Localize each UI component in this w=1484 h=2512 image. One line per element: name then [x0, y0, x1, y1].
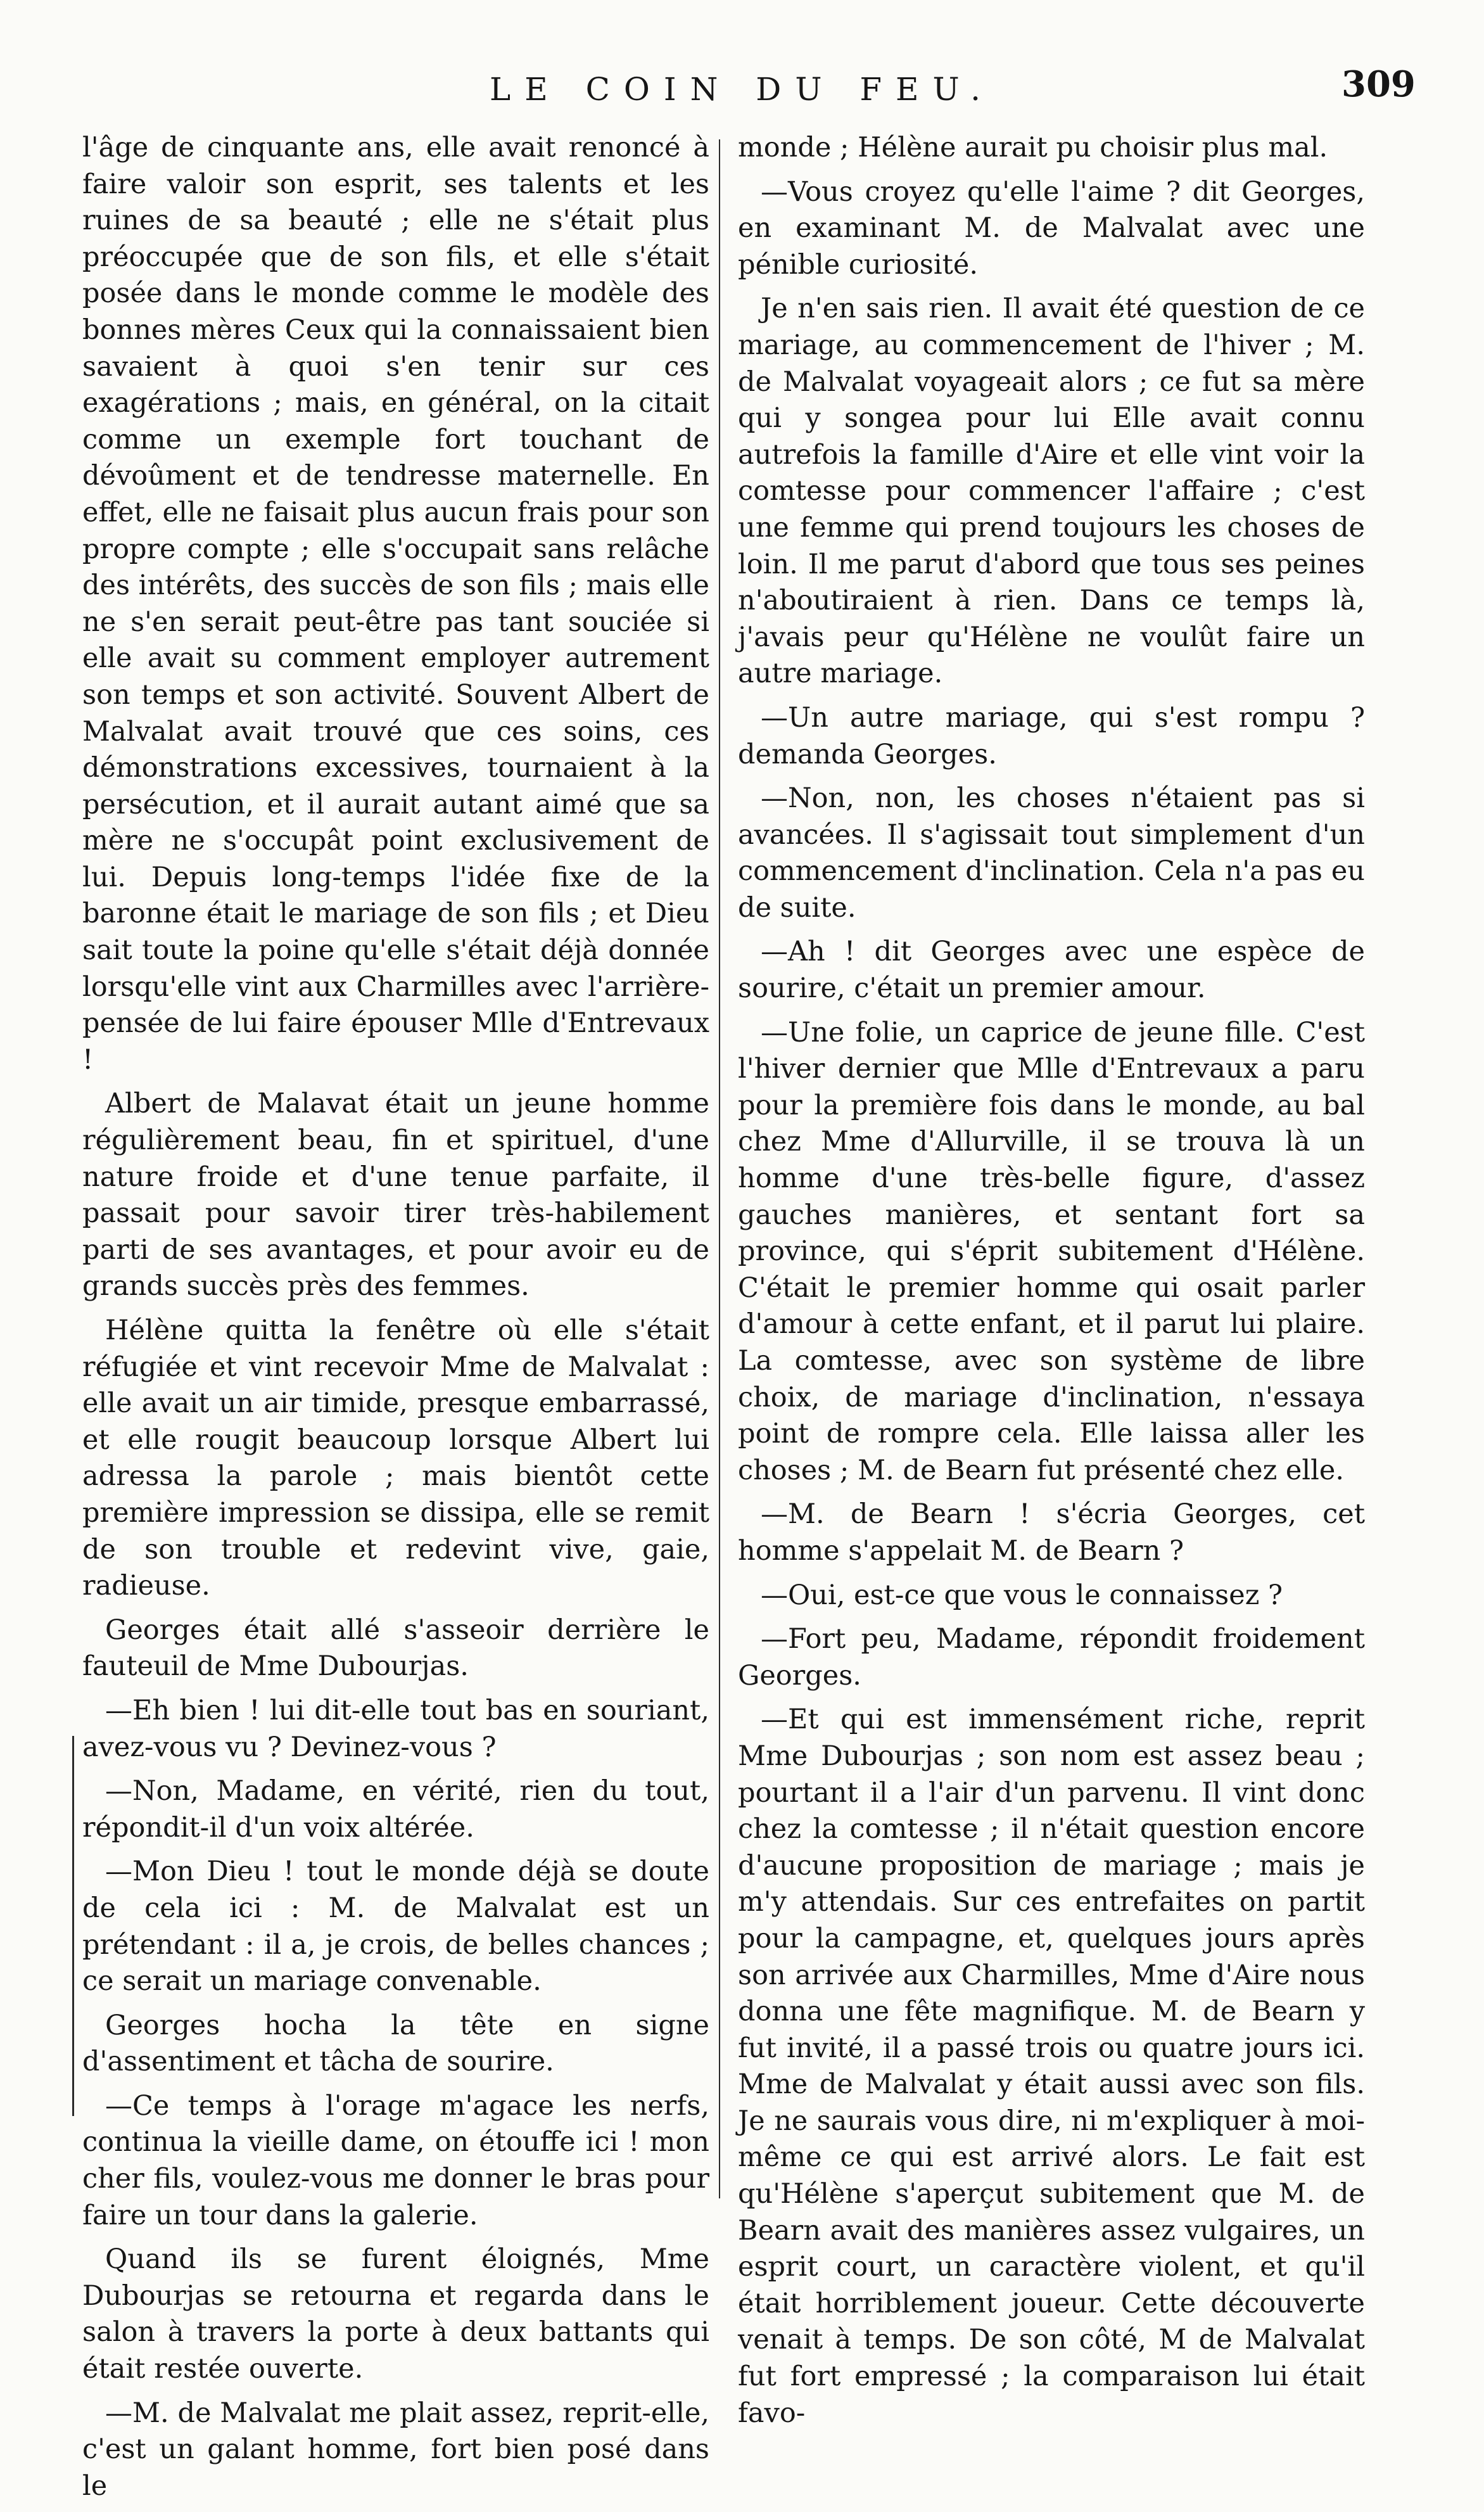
paragraph: Quand ils se furent éloignés, Mme Dubourjas se retourna et regarda dans le salon à travers la porte à deux battants qui était restée ouverte. — [82, 2243, 709, 2385]
paragraph: —Un autre mariage, qui s'est rompu ? demanda Georges. — [738, 701, 1365, 770]
paragraph: —Et qui est immensément riche, reprit Mme Dubourjas ; son nom est assez beau ; pourtant il a l'air d'un parvenu. Il vint donc chez la comtesse ; il n'était question encore d'aucune proposition de mariage ; mais je m'y attendais. Sur ces entrefaites on partit pour la campagne, et, quelques jours après son arrivée aux Charmilles, Mme d'Aire nous donna une fête magnifique. M. de Bearn y fut invité, il a passé trois ou quatre jours ici. Mme de Malvalat y était aussi avec son fils. Je ne saurais vous dire, ni m'expliquer à moi-même ce qui est arrivé alors. Le fait est qu'Hélène s'aperçut subitement que M. de Bearn avait des manières assez vulgaires, un esprit court, un caractère violent, et qu'il était horriblement joueur. Cette découverte venait à temps. De son côté, M de Malvalat fut fort empressé ; la comparaison lui était favo- — [738, 1704, 1365, 2429]
paragraph: —M. de Malvalat me plait assez, reprit-elle, c'est un galant homme, fort bien posé dans le — [82, 2397, 709, 2502]
margin-rule — [72, 1736, 74, 2116]
paragraph: Georges hocha la tête en signe d'assentiment et tâcha de sourire. — [82, 2009, 709, 2078]
paragraph: Albert de Malavat était un jeune homme régulièrement beau, fin et spirituel, d'une nature froide et d'une tenue parfaite, il passait pour savoir tirer très-habilement parti de ses avantages, et pour avoir eu de grands succès près des femmes. — [82, 1088, 709, 1303]
paragraph: Hélène quitta la fenêtre où elle s'était réfugiée et vint recevoir Mme de Malvalat : elle avait un air timide, presque embarrassé, et elle rougit beaucoup lorsque Albert lui adressa la parole ; mais bientôt cette première impression se dissipa, elle se remit de son trouble et redevint vive, gaie, radieuse. — [82, 1315, 709, 1602]
paragraph: monde ; Hélène aurait pu choisir plus mal. — [738, 132, 1328, 163]
paragraph: —M. de Bearn ! s'écria Georges, cet homme s'appelait M. de Bearn ? — [738, 1498, 1365, 1567]
paragraph: Georges était allé s'asseoir derrière le fauteuil de Mme Dubourjas. — [82, 1614, 709, 1683]
paragraph: —Vous croyez qu'elle l'aime ? dit Georges, en examinant M. de Malvalat avec une pénible curiosité. — [738, 175, 1365, 281]
paragraph: —Oui, est-ce que vous le connaissez ? — [761, 1579, 1283, 1611]
left-column — [82, 130, 709, 2512]
paragraph: —Ah ! dit Georges avec une espèce de sourire, c'était un premier amour. — [738, 936, 1365, 1005]
paragraph: —Non, non, les choses n'étaient pas si avancées. Il s'agissait tout simplement d'un commencement d'inclination. Cela n'a pas eu de suite. — [738, 782, 1365, 924]
page-number: 309 — [1341, 63, 1416, 105]
paragraph: —Fort peu, Madame, répondit froidement Georges. — [738, 1623, 1365, 1692]
paragraph: —Mon Dieu ! tout le monde déjà se doute de cela ici : M. de Malvalat est un prétendant : il a, je crois, de belles chances ; ce serait un mariage convenable. — [82, 1856, 709, 1998]
paragraph: Je n'en sais rien. Il avait été question de ce mariage, au commencement de l'hiver ; M. de Malvalat voyageait alors ; ce fut sa mère qui y songea pour lui Elle avait connu autrefois la famille d'Aire et elle vint voir la comtesse pour commencer l'affaire ; c'est une femme qui prend toujours les choses de loin. Il me parut d'abord que tous ses peines n'aboutiraient à rien. Dans ce temps là, j'avais peur qu'Hélène ne voulût faire un autre mariage. — [738, 293, 1365, 690]
column-divider — [719, 139, 720, 2198]
paragraph: —Non, Madame, en vérité, rien du tout, répondit-il d'un voix altérée. — [82, 1775, 709, 1844]
right-column — [738, 130, 1365, 2439]
running-title: LE COIN DU FEU. — [490, 71, 994, 108]
paragraph: —Eh bien ! lui dit-elle tout bas en souriant, avez-vous vu ? Devinez-vous ? — [82, 1694, 709, 1763]
paragraph: l'âge de cinquante ans, elle avait renoncé à faire valoir son esprit, ses talents et les ruines de sa beauté ; elle ne s'était plus préoccupée que de son fils, et elle s'était posée dans le monde comme le modèle des bonnes mères Ceux qui la connaissaient bien savaient à quoi s'en tenir sur ces exagérations ; mais, en général, on la citait comme un exemple fort touchant de dévoûment et de tendresse maternelle. En effet, elle ne faisait plus aucun frais pour son propre compte ; elle s'occupait sans relâche des intérêts, des succès de son fils ; mais elle ne s'en serait peut-être pas tant souciée si elle avait su comment employer autrement son temps et son activité. Souvent Albert de Malvalat avait trouvé que ces soins, ces démonstrations excessives, tournaient à la persécution, et il aurait autant aimé que sa mère ne s'occupât point exclusivement de lui. Depuis long-temps l'idée fixe de la baronne était le mariage de son fils ; et Dieu sait toute la poine qu'elle s'était déjà donnée lorsqu'elle vint aux Charmilles avec l'arrière-pensée de lui faire épouser Mlle d'Entrevaux ! — [82, 132, 709, 1076]
paragraph: —Une folie, un caprice de jeune fille. C'est l'hiver dernier que Mlle d'Entrevaux a paru pour la première fois dans le monde, au bal chez Mme d'Allurville, il se trouva là un homme d'une très-belle figure, d'assez gauches manières, et sentant fort sa province, qui s'éprit subitement d'Hélène. C'était le premier homme qui osait parler d'amour à cette enfant, et il parut lui plaire. La comtesse, avec son système de libre choix, de mariage d'inclination, n'essaya point de rompre cela. Elle laissa aller les choses ; M. de Bearn fut présenté chez elle. — [738, 1016, 1365, 1486]
paragraph: —Ce temps à l'orage m'agace les nerfs, continua la vieille dame, on étouffe ici ! mon cher fils, voulez-vous me donner le bras pour faire un tour dans la galerie. — [82, 2089, 709, 2231]
